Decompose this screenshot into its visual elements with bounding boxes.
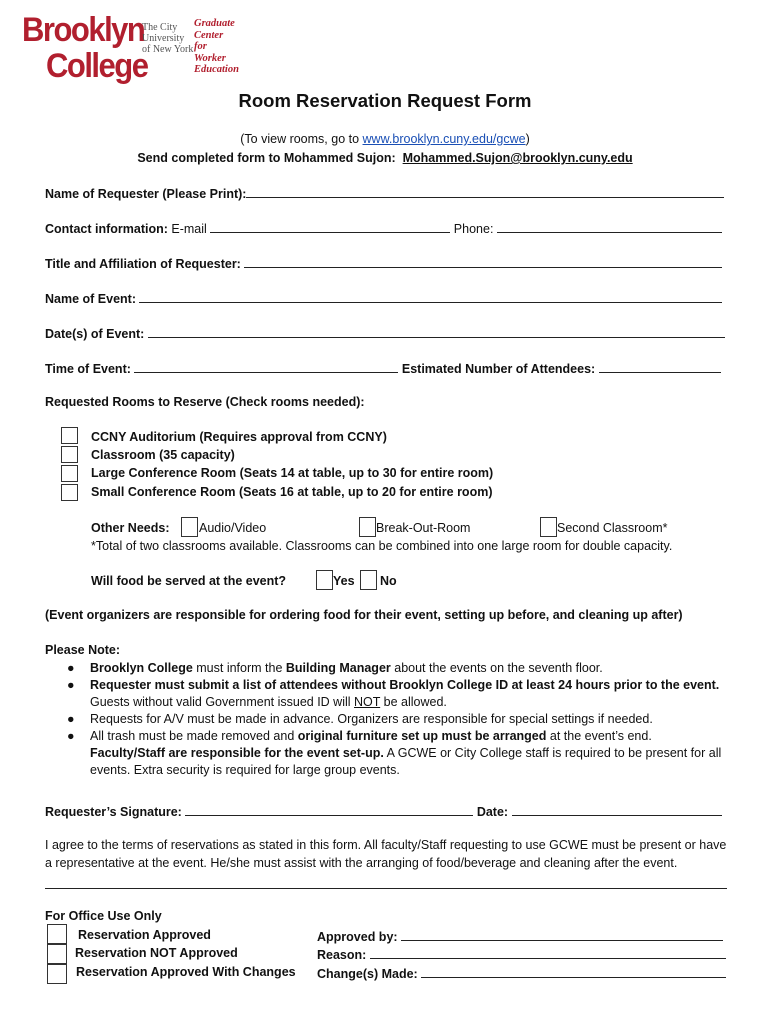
bullet-icon: ●	[67, 678, 75, 692]
note-text: about the events on the seventh floor.	[390, 661, 603, 675]
food-no-checkbox[interactable]	[360, 570, 377, 590]
other-needs-label: Other Needs:	[91, 521, 170, 535]
note-attendee-list	[45, 677, 735, 711]
classroom-capacity-note: *Total of two classrooms available. Classrooms can be combined into one large room for double capacity.	[91, 539, 673, 553]
room-label-classroom: Classroom (35 capacity)	[91, 448, 235, 462]
signature-field[interactable]	[185, 803, 473, 816]
title-affiliation-field[interactable]	[244, 255, 722, 268]
event-name-row	[45, 290, 722, 306]
event-dates-row	[45, 325, 725, 341]
event-name-label: Name of Event:	[45, 292, 136, 306]
brooklyn-college-logo	[22, 9, 148, 85]
contact-label: Contact information:	[45, 222, 168, 236]
cuny-line: of New York	[142, 44, 194, 55]
contact-phone-field[interactable]	[497, 220, 722, 233]
note-text: Building Manager	[285, 661, 391, 675]
send-form-text: Send completed form to Mohammed Sujon:	[137, 151, 396, 165]
room-checkbox-ccny-auditorium[interactable]	[61, 427, 78, 444]
note-text: original furniture set up must be arranged	[297, 729, 547, 743]
gcwe-logo-text	[194, 18, 239, 76]
note-av-requests	[45, 711, 735, 728]
contact-email-field[interactable]	[210, 220, 450, 233]
gcwe-website-link[interactable]: www.brooklyn.cuny.edu/gcwe	[362, 132, 526, 146]
event-name-field[interactable]	[139, 290, 722, 303]
audio-video-label: Audio/Video	[199, 521, 267, 535]
office-approved-label: Reservation Approved	[78, 928, 211, 942]
bullet-icon: ●	[67, 661, 75, 675]
office-use-heading: For Office Use Only	[45, 909, 162, 923]
gcwe-line: Worker	[194, 52, 226, 64]
organizer-responsibility-note: (Event organizers are responsible for ordering food for their event, setting up before, and cleaning up after)	[45, 608, 683, 622]
room-checkbox-classroom[interactable]	[61, 446, 78, 463]
contact-row	[45, 220, 722, 236]
notes-list	[45, 660, 735, 779]
contact-phone-label: Phone:	[453, 222, 494, 236]
gcwe-line: Education	[194, 64, 239, 75]
event-time-label: Time of Event:	[45, 362, 131, 376]
date-field[interactable]	[512, 803, 722, 816]
note-text: A GCWE or City College staff is required to be present for all events. Extra security is required for large group events.	[90, 746, 722, 777]
food-question: Will food be served at the event?	[91, 574, 287, 588]
note-text: be allowed.	[380, 695, 447, 709]
agreement-text: I agree to the terms of reservations as stated in this form. All faculty/Staff requesting to use GCWE must be present or have a representative at the event. He/she must assist with the arranging of food/beverage and cleaning after the event.	[45, 838, 727, 870]
room-label-ccny-auditorium: CCNY Auditorium (Requires approval from CCNY)	[91, 430, 387, 444]
reason-label: Reason:	[317, 948, 367, 962]
cuny-line: University	[142, 33, 185, 44]
office-not-approved-checkbox[interactable]	[47, 944, 67, 964]
event-dates-field[interactable]	[148, 325, 725, 338]
gcwe-line: for	[194, 41, 207, 52]
view-rooms-prefix: (To view rooms, go to	[240, 132, 363, 146]
requester-name-field[interactable]	[246, 185, 724, 198]
attendees-label: Estimated Number of Attendees:	[401, 362, 596, 376]
note-text: NOT	[354, 695, 381, 709]
event-time-field[interactable]	[134, 360, 398, 373]
office-not-approved-label: Reservation NOT Approved	[75, 946, 238, 960]
reason-field[interactable]	[370, 946, 726, 959]
changes-row	[317, 965, 726, 981]
rooms-heading: Requested Rooms to Reserve (Check rooms needed):	[45, 395, 365, 409]
contact-email-label: E-mail	[167, 222, 207, 236]
reason-row	[317, 946, 726, 962]
requester-name-row	[45, 185, 724, 201]
logo-brooklyn-text: Brooklyn	[22, 9, 145, 49]
note-text: Brooklyn College	[90, 661, 193, 675]
view-rooms-line	[0, 132, 770, 146]
approved-by-row	[317, 928, 723, 944]
attendees-field[interactable]	[599, 360, 721, 373]
date-label: Date:	[476, 805, 509, 819]
note-text: All trash must be made removed and	[90, 729, 298, 743]
bullet-icon: ●	[67, 729, 75, 743]
cuny-tagline	[142, 22, 193, 55]
cuny-line: The City	[142, 22, 178, 33]
office-approved-checkbox[interactable]	[47, 924, 67, 944]
logo-college-text: College	[46, 45, 148, 85]
please-note-heading: Please Note:	[45, 643, 121, 657]
approved-by-label: Approved by:	[317, 930, 398, 944]
title-affiliation-row	[45, 255, 722, 271]
office-approved-changes-label: Reservation Approved With Changes	[76, 965, 296, 979]
gcwe-line: Center	[194, 29, 224, 41]
note-text: Faculty/Staff are responsible for the event set-up.	[90, 746, 384, 760]
office-approved-changes-checkbox[interactable]	[47, 964, 67, 984]
contact-email-link[interactable]: Mohammed.Sujon@brooklyn.cuny.edu	[402, 151, 633, 165]
changes-field[interactable]	[421, 965, 726, 978]
view-rooms-suffix: )	[525, 132, 530, 146]
room-label-small-conference: Small Conference Room (Seats 16 at table, up to 20 for entire room)	[91, 485, 493, 499]
approved-by-field[interactable]	[401, 928, 723, 941]
signature-label: Requester’s Signature:	[45, 805, 182, 819]
room-label-large-conference: Large Conference Room (Seats 14 at table, up to 30 for entire room)	[91, 466, 494, 480]
room-checkbox-small-conference[interactable]	[61, 484, 78, 501]
break-out-room-checkbox[interactable]	[359, 517, 376, 537]
gcwe-line: Graduate	[194, 18, 235, 29]
requester-name-label: Name of Requester (Please Print):	[45, 187, 247, 201]
note-text: Requester must submit a list of attendees without Brooklyn College ID at least 24 hours prior to the event.	[90, 678, 720, 692]
second-classroom-checkbox[interactable]	[540, 517, 557, 537]
note-text: must inform the	[192, 661, 286, 675]
break-out-room-label: Break-Out-Room	[376, 521, 471, 535]
event-time-row	[45, 360, 721, 376]
event-dates-label: Date(s) of Event:	[45, 327, 145, 341]
changes-label: Change(s) Made:	[317, 967, 418, 981]
second-classroom-label: Second Classroom*	[557, 521, 668, 535]
note-trash-furniture	[45, 728, 735, 779]
bullet-icon: ●	[67, 712, 75, 726]
room-checkbox-large-conference[interactable]	[61, 465, 78, 482]
note-text: Guests without valid Government issued ID will	[90, 695, 354, 709]
section-divider	[45, 888, 727, 889]
food-yes-label: Yes	[333, 574, 355, 588]
note-building-manager	[45, 660, 735, 677]
audio-video-checkbox[interactable]	[181, 517, 198, 537]
food-no-label: No	[380, 574, 397, 588]
signature-row	[45, 803, 722, 819]
food-yes-checkbox[interactable]	[316, 570, 333, 590]
send-form-line	[0, 151, 770, 165]
note-text: Requests for A/V must be made in advance. Organizers are responsible for special settings if needed.	[90, 712, 653, 726]
title-affiliation-label: Title and Affiliation of Requester:	[45, 257, 241, 271]
form-title: Room Reservation Request Form	[238, 90, 532, 111]
note-text: at the event’s end.	[546, 729, 652, 743]
